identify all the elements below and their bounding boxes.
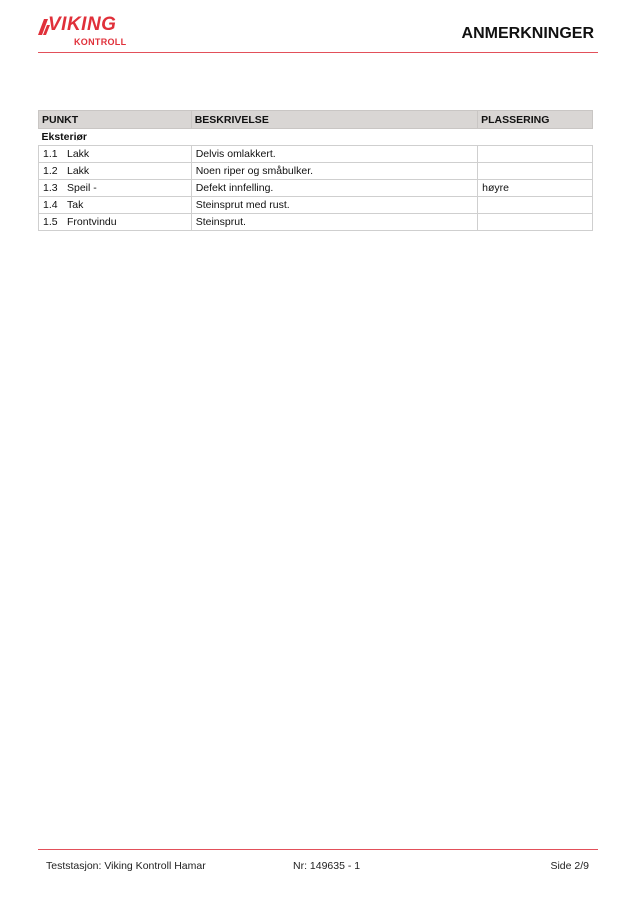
footer-divider (38, 849, 598, 850)
table-row (39, 163, 593, 180)
cell-plassering: høyre (478, 180, 593, 197)
cell-plassering (478, 197, 593, 214)
cell-beskrivelse: Steinsprut. (191, 214, 477, 231)
row-punkt: Lakk (67, 148, 90, 160)
logo-subtitle: KONTROLL (74, 37, 127, 47)
table-row (39, 197, 593, 214)
footer-page-number: Side 2/9 (550, 860, 589, 872)
row-number: 1.4 (43, 199, 58, 211)
footer-report-number: Nr: 149635 - 1 (293, 860, 361, 872)
cell-punkt (39, 163, 192, 180)
column-header-punkt: PUNKT (39, 111, 192, 129)
row-number: 1.3 (43, 182, 58, 194)
cell-punkt (39, 146, 192, 163)
row-number: 1.1 (43, 148, 58, 160)
page-title: ANMERKNINGER (461, 25, 594, 42)
footer-station: Teststasjon: Viking Kontroll Hamar (46, 860, 206, 872)
column-header-plassering: PLASSERING (478, 111, 593, 129)
row-punkt: Lakk (67, 165, 90, 177)
cell-plassering (478, 214, 593, 231)
cell-beskrivelse: Defekt innfelling. (191, 180, 477, 197)
row-number: 1.2 (43, 165, 58, 177)
table-row (39, 146, 593, 163)
row-punkt: Frontvindu (67, 216, 117, 228)
remarks-table (38, 110, 593, 231)
table-row (39, 214, 593, 231)
cell-plassering (478, 163, 593, 180)
row-punkt: Speil - (67, 182, 97, 194)
section-row (39, 129, 593, 146)
cell-beskrivelse: Steinsprut med rust. (191, 197, 477, 214)
header-divider (38, 52, 598, 53)
cell-punkt (39, 197, 192, 214)
cell-beskrivelse: Delvis omlakkert. (191, 146, 477, 163)
section-label-eksterior: Eksteriør (41, 131, 88, 143)
viking-kontroll-logo (38, 16, 128, 46)
cell-punkt (39, 180, 192, 197)
cell-beskrivelse: Noen riper og småbulker. (191, 163, 477, 180)
table-header-row (39, 111, 593, 129)
column-header-beskrivelse: BESKRIVELSE (191, 111, 477, 129)
logo-brand: VIKING (48, 14, 117, 35)
cell-plassering (478, 146, 593, 163)
cell-punkt (39, 214, 192, 231)
row-number: 1.5 (43, 216, 58, 228)
row-punkt: Tak (67, 199, 84, 211)
table-row (39, 180, 593, 197)
